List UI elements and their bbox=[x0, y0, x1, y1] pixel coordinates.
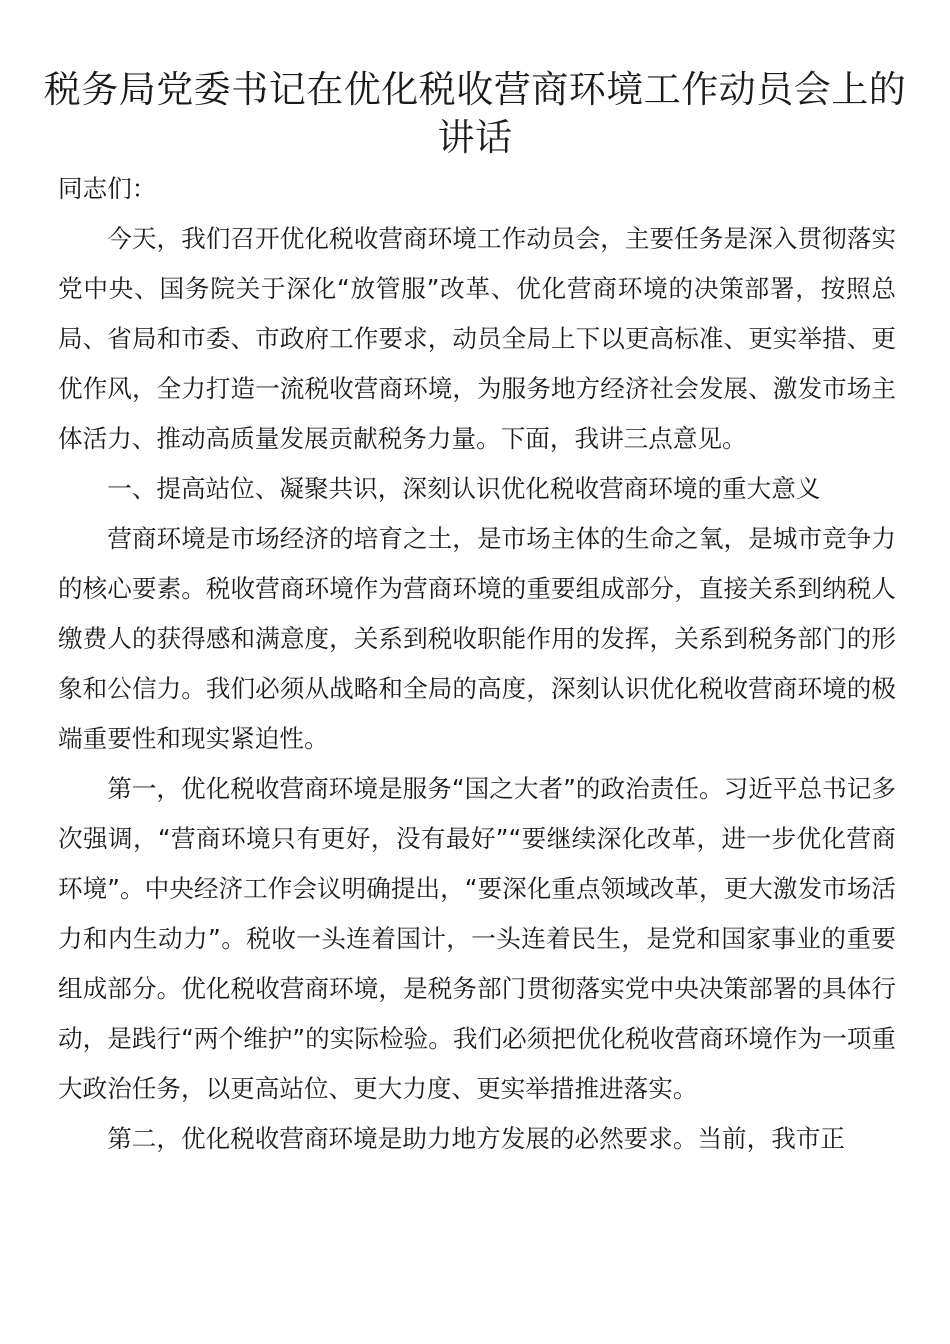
section-heading-1: 一、提高站位、凝聚共识，深刻认识优化税收营商环境的重大意义 bbox=[107, 474, 821, 503]
paragraph-intro: 今天，我们召开优化税收营商环境工作动员会，主要任务是深入贯彻落实党中央、国务院关于深化“放管服”改革、优化营商环境的决策部署，按照总局、省局和市委、市政府工作要求，动员全局上下以更高标准、更实举措、更优作风，全力打造一流税收营商环境，为服务地方经济社会发展、激发市场主体活力、推动高质量发展贡献税务力量。下面，我讲三点意见。 bbox=[58, 224, 896, 453]
document-body bbox=[58, 164, 896, 1164]
paragraph-point-1: 第一，优化税收营商环境是服务“国之大者”的政治责任。习近平总书记多次强调，“营商环境只有更好，没有最好”“要继续深化改革，进一步优化营商环境”。中央经济工作会议明确提出，“要深化重点领域改革，更大激发市场活力和内生动力”。税收一头连着国计，一头连着民生，是党和国家事业的重要组成部分。优化税收营商环境，是税务部门贯彻落实党中央决策部署的具体行动，是践行“两个维护”的实际检验。我们必须把优化税收营商环境作为一项重大政治任务，以更高站位、更大力度、更实举措推进落实。 bbox=[58, 774, 896, 1103]
salutation: 同志们： bbox=[58, 174, 157, 203]
paragraph-section-1-intro: 营商环境是市场经济的培育之土，是市场主体的生命之氧，是城市竞争力的核心要素。税收营商环境作为营商环境的重要组成部分，直接关系到纳税人缴费人的获得感和满意度，关系到税收职能作用的发挥，关系到税务部门的形象和公信力。我们必须从战略和全局的高度，深刻认识优化税收营商环境的极端重要性和现实紧迫性。 bbox=[58, 524, 896, 753]
paragraph-point-2: 第二，优化税收营商环境是助力地方发展的必然要求。当前，我市正 bbox=[107, 1124, 846, 1153]
document-title: 税务局党委书记在优化税收营商环境工作动员会上的讲话 bbox=[43, 68, 907, 159]
